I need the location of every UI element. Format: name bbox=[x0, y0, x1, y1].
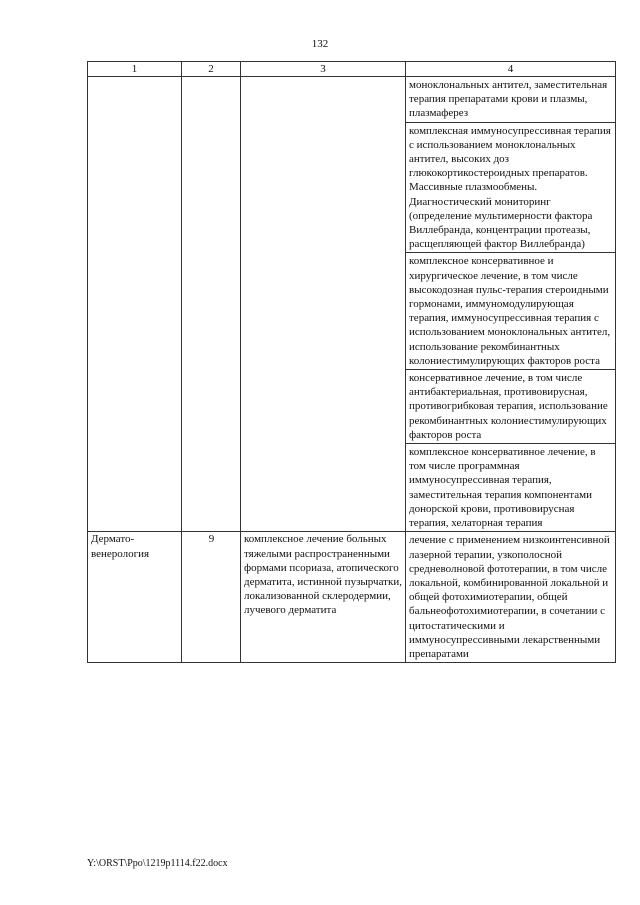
profile-cell: Дермато-венерология bbox=[88, 532, 182, 663]
group-number-cell bbox=[182, 77, 241, 532]
table-row bbox=[88, 77, 616, 532]
treatment-method-item: моноклональных антител, заместительная терапия препаратами крови и плазмы, плазмаферез bbox=[406, 77, 615, 123]
treatment-method-item: комплексное консервативное и хирургическое лечение, в том числе высокодозная пульс-терапия стероидными гормонами, иммуномодулирующая терапия, иммуносупрессивная терапия с использованием моноклональных антител, использование рекомбинантных колониестимулирующих факторов роста bbox=[406, 253, 615, 370]
model-description-cell: комплексное лечение больных тяжелыми распространенными формами псориаза, атопического дерматита, истинной пузырчатки, локализованной склеродермии, лучевого дерматита bbox=[241, 532, 406, 663]
column-header-4: 4 bbox=[406, 62, 616, 77]
treatment-method-item: лечение с применением низкоинтенсивной лазерной терапии, узкополосной средневолновой фототерапии, в том числе локальной, комбинированной локальной и общей фотохимиотерапии, общей бальнеофотохимиотерапии, в сочетании с цитостатическими и иммуносупрессивными лекарственными препаратами bbox=[409, 534, 610, 660]
treatment-method-cell bbox=[406, 77, 616, 532]
treatment-method-item: комплексная иммуносупрессивная терапия с использованием моноклональных антител, высоких доз глюкокортикостероидных препаратов. Массивные плазмообмены. Диагностический мониторинг (определение мультимерности фактора Виллебранда, концентрации протеазы, расщепляющей фактор Виллебранда) bbox=[406, 123, 615, 254]
services-table bbox=[87, 61, 616, 663]
treatment-method-cell bbox=[406, 532, 616, 663]
column-header-1: 1 bbox=[88, 62, 182, 77]
document-file-path: Y:\ORST\Ppo\1219p1114.f22.docx bbox=[87, 858, 228, 869]
page-number: 132 bbox=[311, 38, 329, 50]
table-row bbox=[88, 532, 616, 663]
model-description-cell bbox=[241, 77, 406, 532]
treatment-method-item: комплексное консервативное лечение, в том числе программная иммуносупрессивная терапия, заместительная терапия компонентами донорской крови, противовирусная терапия, хелаторная терапия bbox=[409, 446, 596, 530]
table-header-row bbox=[88, 62, 616, 77]
column-header-2: 2 bbox=[182, 62, 241, 77]
column-header-3: 3 bbox=[241, 62, 406, 77]
group-number-cell: 9 bbox=[182, 532, 241, 663]
profile-cell bbox=[88, 77, 182, 532]
treatment-method-item: консервативное лечение, в том числе антибактериальная, противовирусная, противогрибковая терапия, использование рекомбинантных колониестимулирующих факторов роста bbox=[406, 370, 615, 444]
